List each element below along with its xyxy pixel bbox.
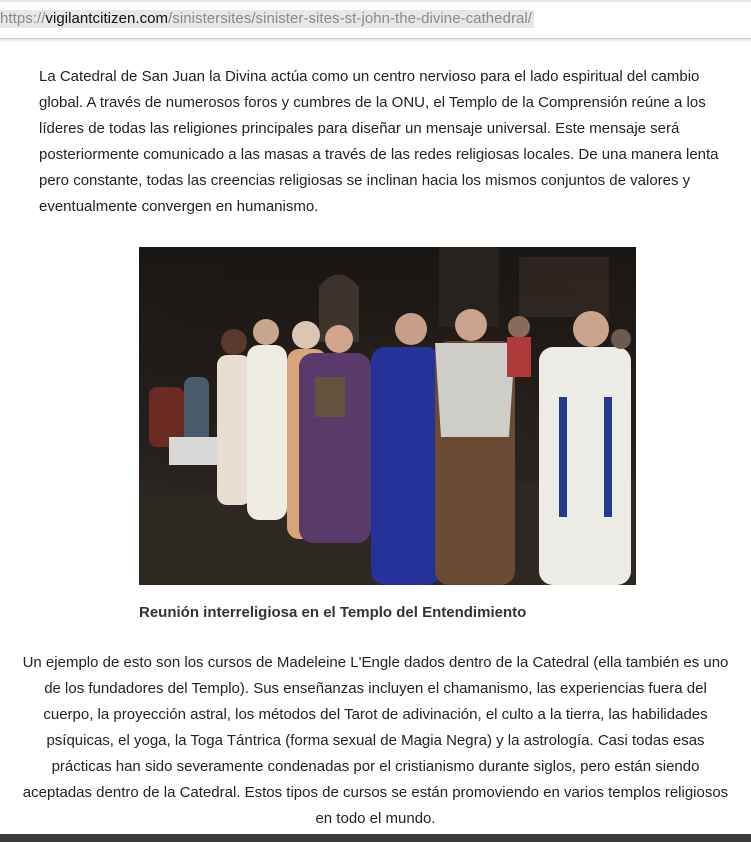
article-paragraph-2: Un ejemplo de esto son los cursos de Madeleine L'Engle dados dentro de la Catedral (ella también es uno de los fundadores del Templo). Sus enseñanzas incluyen el chamanismo, las experiencias fuera del cuerpo, la proyección astral, los métodos del Tarot de adivinación, el culto a la tierra, las habilidades psíquicas, el yoga, la Toga Tántrica (forma sexual de Magia Negra) y la astrología. Casi todas esas prácticas han sido severamente condenadas por el cristianismo durante siglos, pero están siendo aceptadas dentro de la Catedral. Estos tipos de cursos se están promoviendo en varios templos religiosos en todo el mundo. [22,654,729,827]
toolbar-edge [0,0,751,2]
url-scheme: https:// [0,10,46,27]
next-image-edge [0,834,751,842]
image-caption: Reunión interreligiosa en el Templo del Entendimiento [139,604,527,621]
url-domain: vigilantcitizen.com [45,10,169,27]
interfaith-meeting-photo [139,247,636,585]
url-text[interactable] [0,10,534,28]
address-bar[interactable] [0,0,751,39]
url-path: /sinistersites/sinister-sites-st-john-the-divine-cathedral/ [168,10,533,27]
article-paragraph-1: La Catedral de San Juan la Divina actúa como un centro nervioso para el lado espiritual del cambio global. A través de numerosos foros y cumbres de la ONU, el Templo de la Comprensión reúne a los líderes de todas las religiones principales para diseñar un mensaje universal. Este mensaje será posteriormente comunicado a las masas a través de las redes religiosas locales. De una manera lenta pero constante, todas las creencias religiosas se inclinan hacia los mismos conjuntos de valores y eventualmente convergen en humanismo. [39,68,719,215]
